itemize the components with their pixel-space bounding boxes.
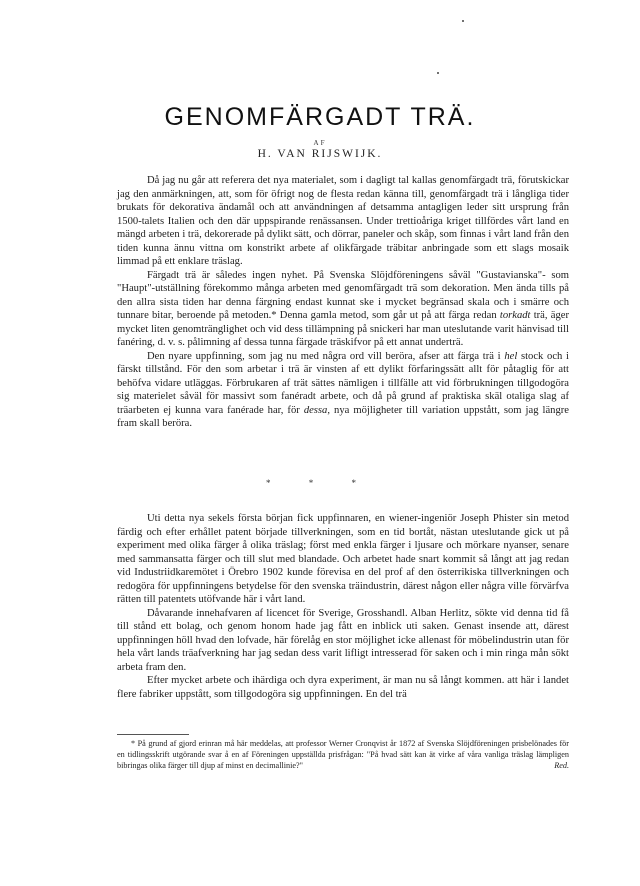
footnote-divider bbox=[117, 734, 189, 735]
print-speck bbox=[437, 72, 439, 74]
article-author: H. VAN RIJSWIJK. bbox=[257, 148, 383, 160]
section-separator: * * * bbox=[266, 478, 374, 488]
paragraph: Färgadt trä är således ingen nyhet. På Svenska Slöjdföreningens såväl "Gustavianska"- som "Haupt"-utställning förekommo många arbeten med genomfärgadt trä som dekoration. Men ända tills på den allra sista tiden har denna färgning endast kunnat ske i mycket begränsad skala och i smärre och tunnare bitar, beroende på metoden.* Denna gamla metod, som går ut på att färga redan torkadt trä, äger mycket liten genomtränglighet och vid dess tillämpning på snickeri har man uteslutande varit hänvisad till fanéring, d. v. s. pålimning af dessa tunna färgade träskifvor på ett annat underträ. bbox=[117, 269, 569, 348]
italic-term: dessa bbox=[303, 404, 328, 416]
footnote-body: * På grund af gjord erinran må här meddelas, att professor Werner Cronqvist år 1872 af Svenska Slöjdföreningen prisbelönades för en tidlingsskrift utgörande svar å en af Föreningen uppställda prisfrågan: "På hvad sätt kan ät virke af våra vanliga träslag lämpligen bibringas olika färger till djup af minst en decimallinie?" bbox=[117, 739, 569, 770]
print-speck bbox=[462, 20, 464, 22]
paragraph: Den nyare uppfinning, som jag nu med några ord vill beröra, afser att färga trä i hel stock och i färskt tillstånd. För den som arbetar i trä är vinsten af ett dylikt förfaringssätt allt för påtaglig för att behöfva vidare utläggas. Förbrukaren af trät sättes nämligen i tillfälle att vid förbrukningen tillgodogöra sig materielet såväl för massivt som fanéradt arbete, och då på grund af praktiska skäl otaliga slag af träarbeten ej kunna vara fanérade har, för dessa, nya möjligheter till variation uppstått, som jag längre fram skall beröra. bbox=[117, 350, 569, 429]
section-two bbox=[117, 512, 569, 701]
footnote-signature: Red. bbox=[554, 761, 569, 770]
italic-term: torkadt bbox=[499, 310, 531, 321]
footnote-text bbox=[117, 738, 569, 771]
article-title: GENOMFÄRGADT TRÄ. bbox=[164, 103, 476, 131]
italic-term: hel bbox=[504, 350, 518, 362]
byline-prefix: AF bbox=[313, 139, 327, 147]
footnote bbox=[117, 738, 569, 771]
paragraph: Efter mycket arbete och ihärdiga och dyra experiment, är man nu så långt kommen. att här i landet flere fabriker uppstått, som tillgodogöra sig uppfinningen. En del trä bbox=[117, 675, 569, 700]
section-one bbox=[117, 174, 569, 431]
paragraph: Då jag nu går att referera det nya materialet, som i dagligt tal kallas genomfärgadt trä, förutskickar jag den anmärkningen, att, som för öfrigt nog de flesta redan känna till, genomfärgadt trä i långliga tider brukats för dekorativa ändamål och att användningen af detsamma antagligen leder sitt ursprung från 1500-talets Italien och den där uppspirande renässansen. Under trettioåriga kriget tillfördes vårt land en mängd arbeten i trä, dekorerade på dylikt sätt, och dörrar, paneler och skåp, som finnas i vårt land från den tiden kunna ännu vittna om konstrikt arbete af olikfärgade träbitar anbringade som ett slags mosaik limmad på ett enklare träslag. bbox=[117, 175, 569, 267]
paragraph: Dåvarande innehafvaren af licencet för Sverige, Grosshandl. Alban Herlitz, sökte vid denna tid få till stånd ett bolag, och genom honom hade jag fått en inblick uti saken. Genast insende att, därest uppfinningen höll hvad den lofvade, här förelåg en stor möjlighet icke allenast för möbelindustrin utan för hela vårt lands träafverkning har jag sedan dess varit lifligt intresserad för saken och i min ringa mån sökt arbeta fram den. bbox=[117, 607, 569, 673]
paragraph: Uti detta nya sekels första början fick uppfinnaren, en wiener-ingeniör Joseph Phister sin metod färdig och efter erhållet patent började tillverkningen, som en tid bortåt, nästan uteslutande gick ut på experiment med olika färger å olika träslag; först med enkla färger i ljusare och mörkare nyanser, senare med sammansatta färger och till slut med blandade. Och arbetet hade snart kommit så långt att jag redan vid Industriidkaremötet i Örebro 1902 kunde förevisa en del prof af den österrikiska tillverkningen och redogöra för uppfinningens betydelse för den svenska träindustrin, därest någon eller några ville förvärfva rätten till patentets utöfvande här i vårt land. bbox=[117, 513, 569, 605]
